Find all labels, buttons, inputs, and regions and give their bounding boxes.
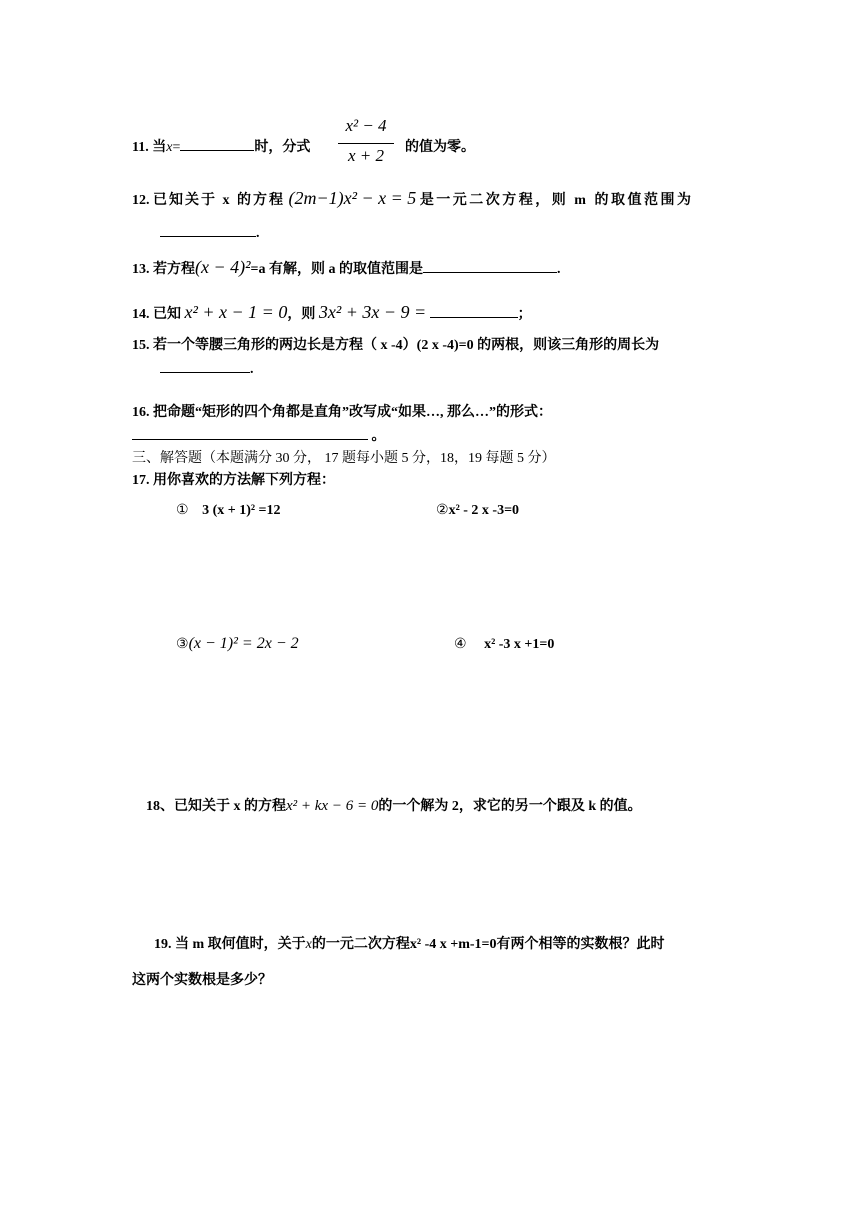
question-14 [132, 302, 532, 323]
question-number: 16. [132, 405, 150, 420]
question-number: 15. [132, 338, 150, 353]
answer-blank [180, 138, 254, 151]
semicolon: ； [517, 307, 532, 322]
question-number: 11. [132, 140, 149, 155]
question-12 [132, 188, 693, 209]
q18-text-1: 已知关于 x 的方程 [174, 799, 286, 814]
circled-3-marker: ③ [176, 637, 189, 652]
q13-text-1: 若方程 [153, 262, 195, 277]
equation-expression: x² + kx − 6 = 0 [286, 798, 379, 814]
circled-2-marker: ② [436, 503, 449, 518]
question-19 [154, 933, 665, 953]
q19-text-3: 有两个相等的实数根？此时 [496, 937, 665, 952]
question-16 [132, 401, 552, 421]
section-heading: 三、解答题（本题满分 30 分， 17 题每小题 5 分，18，19 每题 5 分） [132, 451, 556, 466]
answer-blank [430, 305, 518, 318]
q14-text-1: 已知 [153, 307, 181, 322]
given-equation: x² + x − 1 = 0 [184, 302, 288, 322]
equation: 3 (x + 1)² =12 [202, 503, 281, 518]
answer-blank [423, 260, 557, 273]
q16-text: 把命题“矩形的四个角都是直角”改写成“如果…, 那么…”的形式： [153, 405, 552, 420]
question-17 [132, 469, 335, 489]
q15-text: 若一个等腰三角形的两边长是方程（ x -4）(2 x -4)=0 的两根，则该三角形的周长为 [153, 338, 660, 353]
target-expression: 3x² + 3x − 9 = [318, 302, 427, 322]
period: 。 [371, 429, 386, 444]
equation: x² -3 x +1=0 [484, 637, 555, 652]
fraction-numerator: x² − 4 [345, 116, 387, 135]
q18-text-2: 的一个解为 2，求它的另一个跟及 k 的值。 [378, 799, 642, 814]
question-13 [132, 257, 561, 278]
question-number: 18、 [146, 799, 174, 814]
fraction-expression [336, 116, 396, 168]
q19-text-1: 当 m 取何值时，关于 [175, 937, 306, 952]
q16-answer-line [132, 425, 386, 445]
answer-blank [160, 360, 250, 373]
question-number: 12. [132, 193, 150, 208]
q17-part-4 [454, 636, 554, 653]
period: . [557, 262, 561, 277]
q11-text-3: 的值为零。 [405, 140, 475, 155]
q19-text-2: 的一元二次方程 [311, 937, 410, 952]
q12-text-1: 已知关于 x 的方程 [153, 193, 285, 208]
circled-1-marker: ① [176, 503, 189, 518]
q12-answer-line [160, 224, 260, 242]
answer-blank [132, 427, 368, 440]
question-11 [132, 136, 310, 156]
question-number: 19. [154, 937, 172, 952]
q17-part-1 [176, 502, 281, 519]
period: . [256, 226, 260, 241]
q17-part-2 [436, 502, 519, 519]
answer-blank [160, 224, 256, 237]
equation: x² - 2 x -3=0 [448, 503, 520, 518]
q19-line-2: 这两个实数根是多少？ [132, 973, 272, 988]
equation-expression: x² -4 x +m-1=0 [409, 937, 497, 952]
equation-expression: (2m−1)x² − x = 5 [288, 188, 417, 208]
question-number: 14. [132, 307, 150, 322]
period: . [250, 362, 254, 377]
question-18 [146, 795, 642, 815]
q11-text-2: 时，分式 [254, 140, 311, 155]
q12-text-2: 是一元二次方程，则 m 的取值范围为 [419, 193, 694, 208]
equals-sign: = [172, 140, 181, 155]
variable-x: x [166, 140, 173, 155]
fraction-bar [338, 143, 394, 144]
equation-expression: (x − 4)² [195, 257, 251, 277]
q17-text: 用你喜欢的方法解下列方程： [153, 473, 335, 488]
question-number: 13. [132, 262, 150, 277]
question-number: 17. [132, 473, 150, 488]
q11-text-1: 当 [152, 140, 167, 155]
q15-answer-line [160, 360, 254, 378]
equation: (x − 1)² = 2x − 2 [188, 635, 299, 652]
variable-x: x [305, 937, 312, 952]
q14-text-2: ，则 [287, 307, 316, 322]
q13-text-2: =a 有解，则 a 的取值范围是 [250, 262, 424, 277]
question-15 [132, 334, 659, 354]
q17-part-3 [176, 635, 299, 653]
circled-4-marker: ④ [454, 637, 467, 652]
fraction-denominator: x + 2 [347, 146, 385, 165]
